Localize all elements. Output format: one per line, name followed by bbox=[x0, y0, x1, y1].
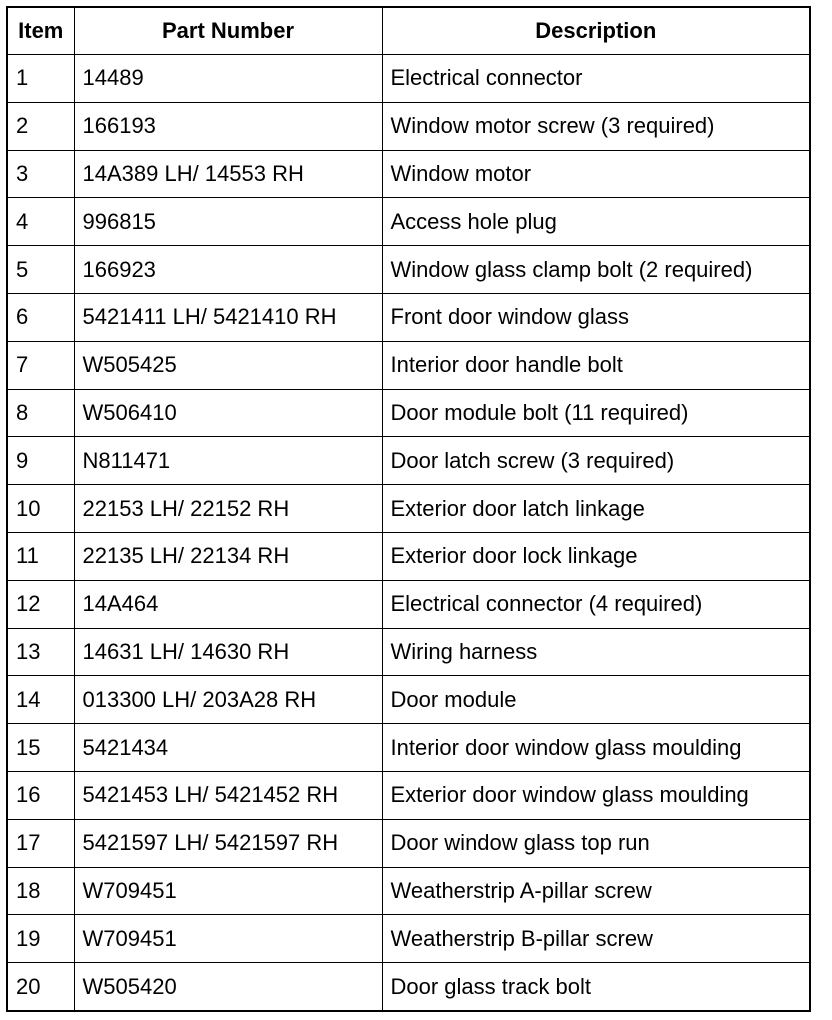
cell-part-number: N811471 bbox=[74, 437, 382, 485]
cell-description: Exterior door latch linkage bbox=[382, 485, 810, 533]
cell-description: Window motor bbox=[382, 150, 810, 198]
table-row bbox=[7, 102, 810, 150]
table-row bbox=[7, 198, 810, 246]
cell-part-number: 5421597 LH/ 5421597 RH bbox=[74, 819, 382, 867]
cell-item: 8 bbox=[7, 389, 74, 437]
cell-part-number: W506410 bbox=[74, 389, 382, 437]
cell-description: Interior door window glass moulding bbox=[382, 724, 810, 772]
cell-description: Door module bbox=[382, 676, 810, 724]
cell-item: 18 bbox=[7, 867, 74, 915]
cell-description: Access hole plug bbox=[382, 198, 810, 246]
table-row bbox=[7, 293, 810, 341]
header-part-number: Part Number bbox=[74, 7, 382, 55]
cell-description: Weatherstrip A-pillar screw bbox=[382, 867, 810, 915]
cell-item: 19 bbox=[7, 915, 74, 963]
cell-part-number: W709451 bbox=[74, 867, 382, 915]
cell-description: Electrical connector (4 required) bbox=[382, 580, 810, 628]
cell-description: Wiring harness bbox=[382, 628, 810, 676]
parts-table bbox=[6, 6, 811, 1012]
table-row bbox=[7, 628, 810, 676]
cell-part-number: 166923 bbox=[74, 246, 382, 294]
cell-description: Front door window glass bbox=[382, 293, 810, 341]
cell-description: Weatherstrip B-pillar screw bbox=[382, 915, 810, 963]
cell-description: Window motor screw (3 required) bbox=[382, 102, 810, 150]
cell-part-number: 14A464 bbox=[74, 580, 382, 628]
cell-item: 12 bbox=[7, 580, 74, 628]
cell-item: 10 bbox=[7, 485, 74, 533]
table-row bbox=[7, 389, 810, 437]
cell-part-number: 5421453 LH/ 5421452 RH bbox=[74, 771, 382, 819]
table-row bbox=[7, 485, 810, 533]
cell-description: Door glass track bolt bbox=[382, 963, 810, 1011]
cell-item: 14 bbox=[7, 676, 74, 724]
table-row bbox=[7, 819, 810, 867]
cell-part-number: 22135 LH/ 22134 RH bbox=[74, 532, 382, 580]
cell-item: 15 bbox=[7, 724, 74, 772]
cell-description: Door latch screw (3 required) bbox=[382, 437, 810, 485]
table-row bbox=[7, 676, 810, 724]
cell-item: 13 bbox=[7, 628, 74, 676]
table-row bbox=[7, 55, 810, 103]
table-row bbox=[7, 580, 810, 628]
header-item: Item bbox=[7, 7, 74, 55]
table-row bbox=[7, 341, 810, 389]
table-row bbox=[7, 867, 810, 915]
cell-item: 3 bbox=[7, 150, 74, 198]
table-row bbox=[7, 532, 810, 580]
table-row bbox=[7, 246, 810, 294]
table-row bbox=[7, 150, 810, 198]
cell-description: Exterior door lock linkage bbox=[382, 532, 810, 580]
cell-item: 20 bbox=[7, 963, 74, 1011]
cell-item: 1 bbox=[7, 55, 74, 103]
cell-item: 9 bbox=[7, 437, 74, 485]
header-row bbox=[7, 7, 810, 55]
cell-item: 5 bbox=[7, 246, 74, 294]
cell-description: Door window glass top run bbox=[382, 819, 810, 867]
cell-part-number: 5421411 LH/ 5421410 RH bbox=[74, 293, 382, 341]
cell-part-number: 22153 LH/ 22152 RH bbox=[74, 485, 382, 533]
cell-part-number: 14631 LH/ 14630 RH bbox=[74, 628, 382, 676]
cell-part-number: 14489 bbox=[74, 55, 382, 103]
table-body bbox=[7, 55, 810, 1012]
cell-part-number: 996815 bbox=[74, 198, 382, 246]
cell-item: 6 bbox=[7, 293, 74, 341]
table-row bbox=[7, 771, 810, 819]
cell-item: 11 bbox=[7, 532, 74, 580]
cell-item: 2 bbox=[7, 102, 74, 150]
cell-part-number: 013300 LH/ 203A28 RH bbox=[74, 676, 382, 724]
table-header bbox=[7, 7, 810, 55]
cell-item: 7 bbox=[7, 341, 74, 389]
table-row bbox=[7, 724, 810, 772]
cell-part-number: W709451 bbox=[74, 915, 382, 963]
cell-item: 17 bbox=[7, 819, 74, 867]
table-row bbox=[7, 437, 810, 485]
cell-part-number: W505425 bbox=[74, 341, 382, 389]
table-row bbox=[7, 915, 810, 963]
cell-item: 4 bbox=[7, 198, 74, 246]
cell-description: Door module bolt (11 required) bbox=[382, 389, 810, 437]
cell-description: Exterior door window glass moulding bbox=[382, 771, 810, 819]
cell-description: Interior door handle bolt bbox=[382, 341, 810, 389]
cell-part-number: 166193 bbox=[74, 102, 382, 150]
cell-part-number: 5421434 bbox=[74, 724, 382, 772]
table-row bbox=[7, 963, 810, 1011]
cell-item: 16 bbox=[7, 771, 74, 819]
header-description: Description bbox=[382, 7, 810, 55]
cell-part-number: 14A389 LH/ 14553 RH bbox=[74, 150, 382, 198]
cell-part-number: W505420 bbox=[74, 963, 382, 1011]
cell-description: Electrical connector bbox=[382, 55, 810, 103]
cell-description: Window glass clamp bolt (2 required) bbox=[382, 246, 810, 294]
